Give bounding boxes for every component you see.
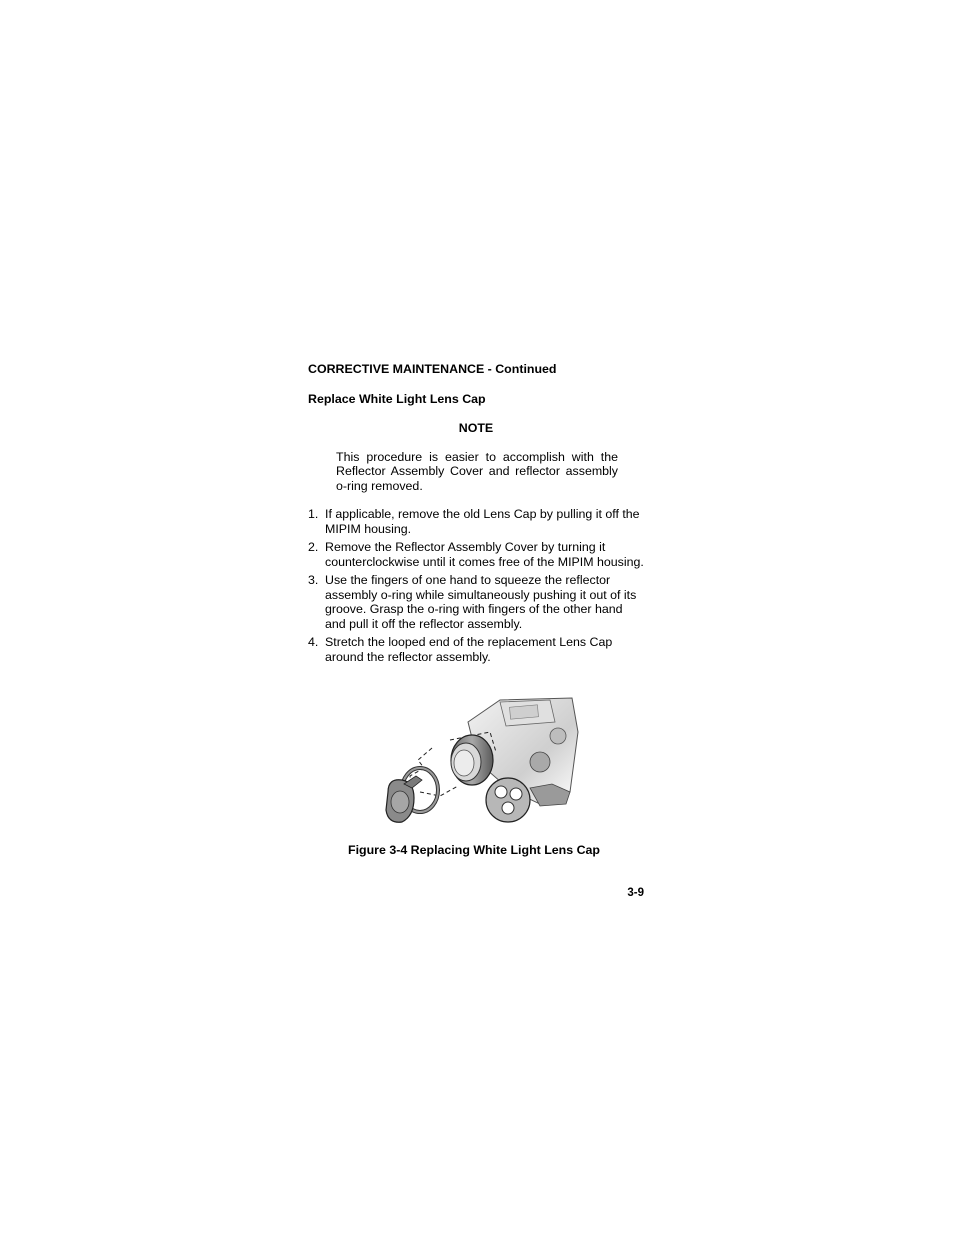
step-text: Stretch the looped end of the replacement Lens Cap around the reflector assembly. bbox=[325, 635, 613, 664]
step-number: 1. bbox=[308, 507, 319, 521]
step-item bbox=[308, 635, 644, 664]
note-title: NOTE bbox=[458, 421, 494, 435]
note-body: This procedure is easier to accomplish with the Reflector Assembly Cover and reflector assembly o-ring removed. bbox=[336, 449, 618, 493]
step-text: If applicable, remove the old Lens Cap by pulling it off the MIPIM housing. bbox=[325, 507, 640, 536]
step-text: Remove the Reflector Assembly Cover by turning it counterclockwise until it comes free of the MIPIM housing. bbox=[325, 540, 644, 569]
lens-cap-illustration bbox=[380, 692, 580, 832]
page-number: 3-9 bbox=[627, 886, 644, 899]
figure-caption: Figure 3-4 Replacing White Light Lens Cap bbox=[348, 843, 600, 857]
manual-page bbox=[308, 362, 644, 899]
step-number: 3. bbox=[308, 573, 319, 587]
step-text: Use the fingers of one hand to squeeze the reflector assembly o-ring while simultaneously pushing it out of its groove. Grasp the o-ring with fingers of the other hand and pull it off the reflector assembly. bbox=[325, 573, 637, 631]
running-title: CORRECTIVE MAINTENANCE - Continued bbox=[308, 362, 557, 376]
step-item bbox=[308, 573, 644, 631]
procedure-steps bbox=[308, 507, 644, 664]
step-number: 4. bbox=[308, 635, 319, 649]
step-number: 2. bbox=[308, 540, 319, 554]
step-item bbox=[308, 540, 644, 569]
section-title: Replace White Light Lens Cap bbox=[308, 391, 486, 406]
step-item bbox=[308, 507, 644, 536]
